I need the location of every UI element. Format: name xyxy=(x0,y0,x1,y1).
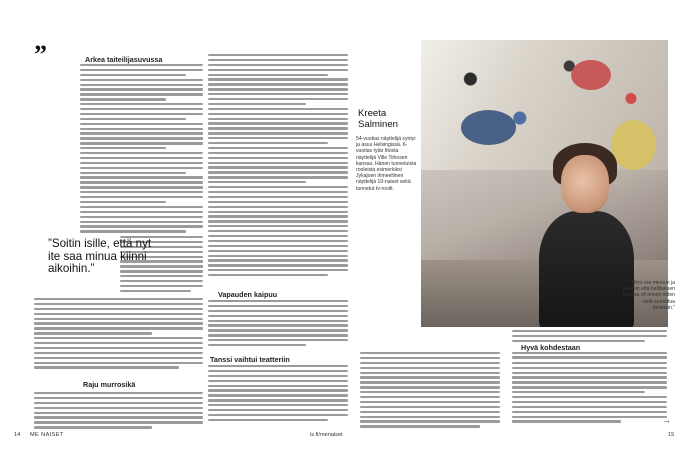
section-heading-2: Raju murrosikä xyxy=(83,380,136,389)
right-upper-text xyxy=(512,330,667,345)
footer-url[interactable]: is.fi/menaiset xyxy=(310,432,343,438)
body-column-1e xyxy=(34,392,203,431)
body-column-2c xyxy=(208,365,348,424)
page-number-left: 14 xyxy=(14,432,21,438)
section-heading-4: Tanssi vaihtui teatteriin xyxy=(210,355,290,364)
body-column-2a xyxy=(208,54,348,279)
portrait-caption: 54-vuotias näyttelijä syntyi ja asuu Helsingissä. 6-vuotias tytär Iitosta näyttelijä Ville Tiihosen kanssa. Hänen tunnetuista rooleista esimerkiksi Jykajoen ihmeellinen näyttelijä 10-naiset sekä tunnetut tv-roolit. xyxy=(356,136,417,192)
body-column-1a xyxy=(80,64,203,235)
portrait-name: Kreeta Salminen xyxy=(358,108,398,130)
page-number-right: 15 xyxy=(668,432,675,438)
section-heading-5: Hyvä kohdestaan xyxy=(521,343,581,352)
body-column-2b xyxy=(208,300,348,349)
section-heading-1: Arkea taiteilijasuvussa xyxy=(85,55,163,64)
brand-footer: ME NAISET xyxy=(30,432,64,438)
right-lower-text xyxy=(512,352,667,425)
body-column-3 xyxy=(360,352,500,430)
pull-quote: ”Soitin isille, että nyt ite saa minua kiinni aikoihin.” xyxy=(48,237,152,276)
continue-arrow-icon: → xyxy=(662,415,671,425)
opening-quote-mark: ” xyxy=(34,40,47,69)
body-column-1d xyxy=(34,298,203,371)
section-heading-3: Vapauden kaipuu xyxy=(218,290,278,299)
person-in-photo xyxy=(539,155,629,327)
side-caption: ”Nimi vee minuun ja kuolisin että hallituksen tuulista oli ennen sitten vielä tuumittua tähänkin.” xyxy=(622,280,675,311)
